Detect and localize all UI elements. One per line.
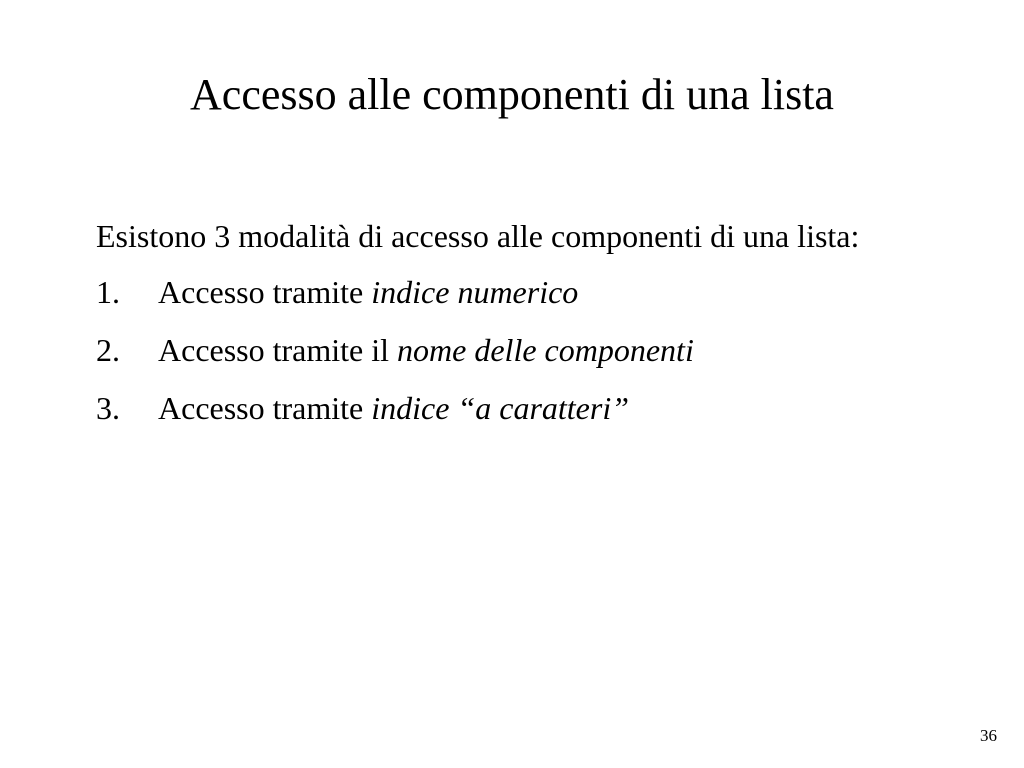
list-item-emphasis: nome delle componenti bbox=[397, 332, 694, 368]
list-item-text: Accesso tramite il bbox=[158, 332, 398, 368]
slide-title: Accesso alle componenti di una lista bbox=[190, 70, 834, 119]
list-item-number: 3. bbox=[96, 390, 120, 426]
list-item-number: 2. bbox=[96, 332, 120, 368]
list-item bbox=[96, 328, 926, 372]
list-item-emphasis: indice “a caratteri” bbox=[371, 390, 630, 426]
access-methods-list bbox=[96, 270, 926, 430]
list-item-text: Accesso tramite bbox=[158, 390, 372, 426]
list-item-emphasis: indice numerico bbox=[371, 274, 579, 310]
list-item-text: Accesso tramite bbox=[158, 274, 372, 310]
page-number: 36 bbox=[980, 726, 997, 745]
slide-body bbox=[96, 214, 926, 444]
list-item bbox=[96, 270, 926, 314]
list-item-number: 1. bbox=[96, 274, 120, 310]
intro-paragraph: Esistono 3 modalità di accesso alle componenti di una lista: bbox=[96, 218, 860, 254]
list-item bbox=[96, 386, 926, 430]
